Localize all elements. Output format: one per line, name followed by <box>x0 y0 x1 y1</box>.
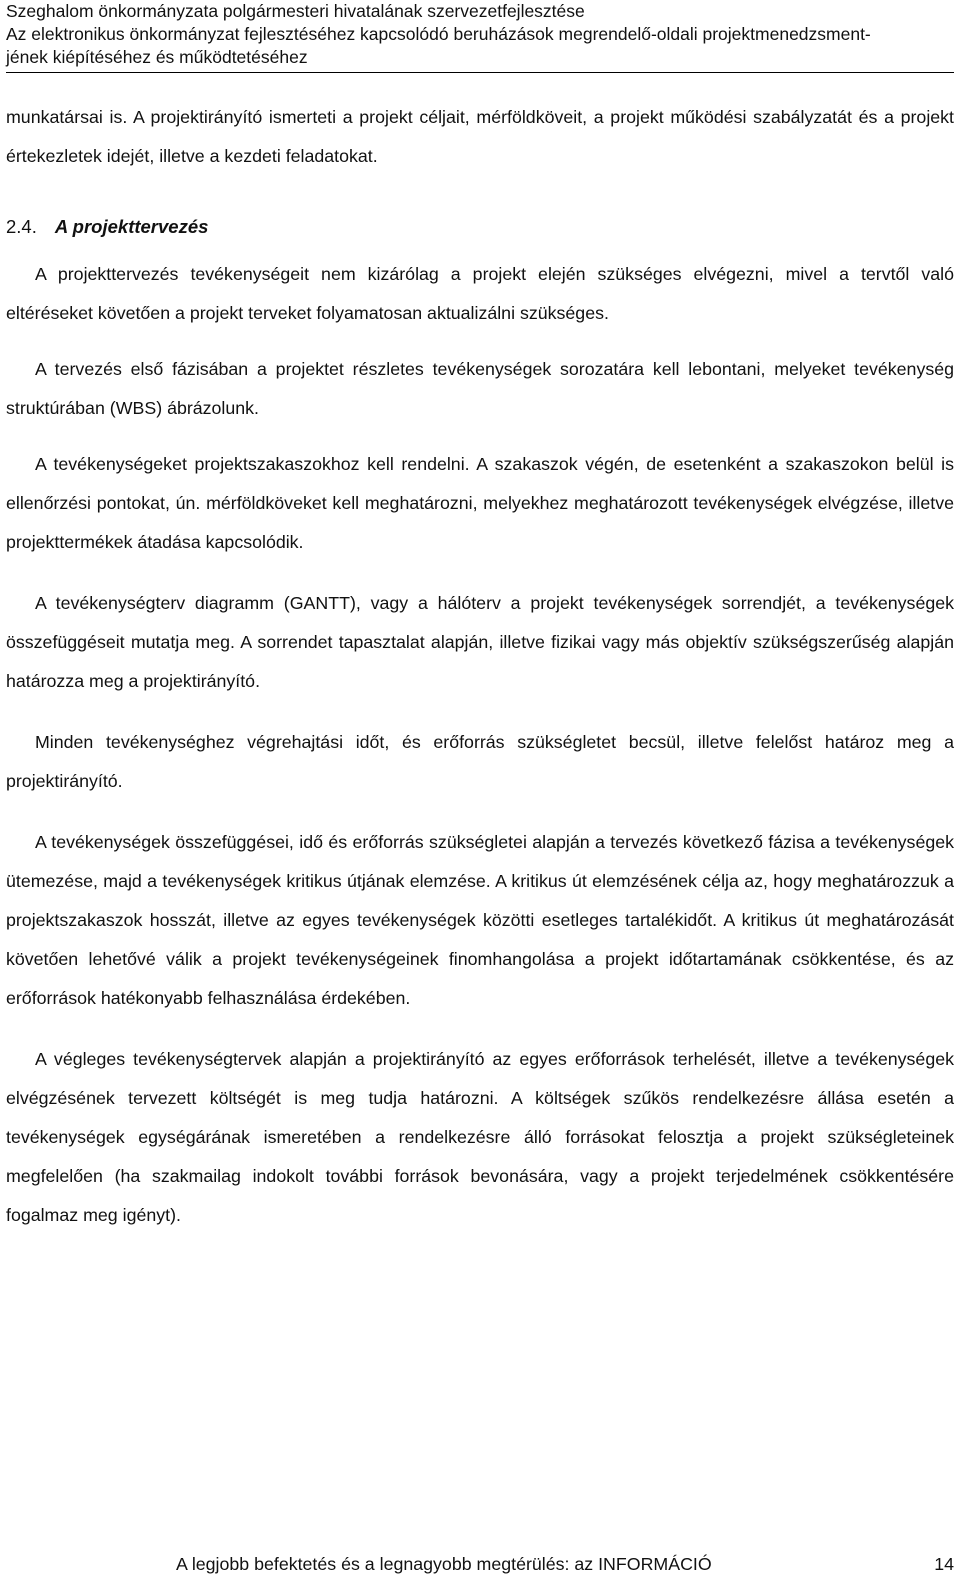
intro-paragraph: munkatársai is. A projektirányító ismerteti a projekt céljait, mérföldköveit, a projekt működési szabályzatát és a projekt értekezletek idejét, illetve a kezdeti feladatokat. <box>6 107 954 166</box>
header-title-line1: Szeghalom önkormányzata polgármesteri hivatalának szervezetfejlesztése <box>6 1 585 21</box>
paragraph: A tevékenységeket projektszakaszokhoz kell rendelni. A szakaszok végén, de esetenként a szakaszokon belül is ellenőrzési pontokat, ún. mérföldköveket kell meghatározni, melyekhez meghatározott tevékenységek elvégzése, illetve projekttermékek átadása kapcsolódik. <box>6 454 954 552</box>
page-header <box>6 0 954 73</box>
paragraph: A végleges tevékenységtervek alapján a projektirányító az egyes erőforrások terhelését, illetve a tevékenységek elvégzésének tervezett költségét is meg tudja határozni. A költségek szűkös rendelkezésre állása esetén a tevékenységek egységárának ismeretében a rendelkezésre álló forrásokat felosztja a projekt szükségleteinek megfelelően (ha szakmailag indokolt további források bevonására, vagy a projekt terjedelmének csökkentésére fogalmaz meg igényt). <box>6 1049 954 1225</box>
paragraph: A tervezés első fázisában a projektet részletes tevékenységek sorozatára kell lebontani, melyeket tevékenység struktúrában (WBS) ábrázolunk. <box>6 359 954 418</box>
page-number: 14 <box>934 1554 954 1574</box>
section-heading <box>6 203 954 251</box>
paragraph: Minden tevékenységhez végrehajtási időt, és erőforrás szükségletet becsül, illetve felelőst határoz meg a projektirányító. <box>6 732 954 791</box>
section-number: 2.4. <box>6 216 37 237</box>
footer-slogan: A legjobb befektetés és a legnagyobb megtérülés: az INFORMÁCIÓ <box>176 1554 712 1574</box>
paragraph: A tevékenységterv diagramm (GANTT), vagy a hálóterv a projekt tevékenységek sorrendjét, a tevékenységek összefüggéseit mutatja meg. A sorrendet tapasztalat alapján, illetve fizikai vagy más objektív szükségszerűség alapján határozza meg a projektirányító. <box>6 593 954 691</box>
paragraph: A tevékenységek összefüggései, idő és erőforrás szükségletei alapján a tervezés következő fázisa a tevékenységek ütemezése, majd a tevékenységek kritikus útjának elemzése. A kritikus út elemzésének célja az, hogy meghatározzuk a projektszakaszok hosszát, illetve az egyes tevékenységek közötti esetleges tartalékidőt. A kritikus út meghatározását követően lehetővé válik a projekt tevékenységeinek finomhangolása a projekt időtartamának csökkentése, és az erőforrások hatékonyabb felhasználása érdekében. <box>6 832 954 1008</box>
document-body <box>6 98 954 1235</box>
header-title-line2: Az elektronikus önkormányzat fejlesztéséhez kapcsolódó beruházások megrendelő-oldali projektmenedzsment- <box>6 24 871 44</box>
paragraph: A projekttervezés tevékenységeit nem kizárólag a projekt elején szükséges elvégezni, mivel a tervtől való eltéréseket követően a projekt terveket folyamatosan aktualizálni szükséges. <box>6 264 954 323</box>
header-title-line3: jének kiépítéséhez és működtetéséhez <box>6 47 308 67</box>
section-title: A projekttervezés <box>54 216 209 237</box>
